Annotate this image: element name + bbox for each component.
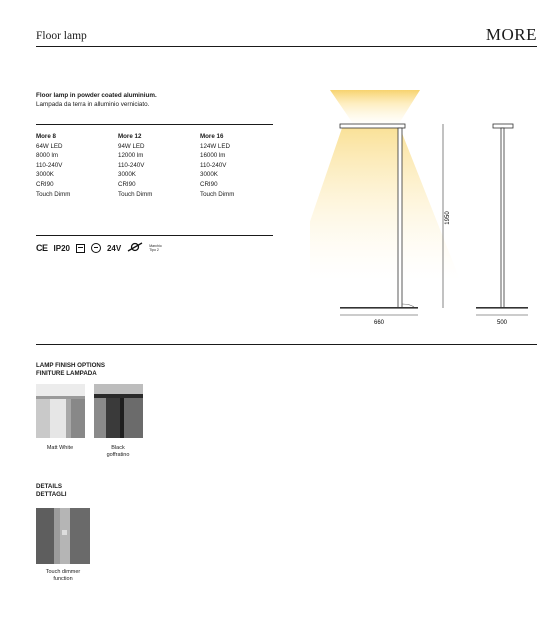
- spec-model: More 12: [118, 133, 142, 140]
- ce-mark-icon: CE: [36, 243, 48, 253]
- description-it: Lampada da terra in alluminio verniciato.: [36, 101, 150, 108]
- detail-caption: Touch dimmer function: [45, 569, 81, 582]
- mark-label-icon: Marchio Tipo 2: [149, 244, 162, 252]
- spec-control: Touch Dimm: [36, 190, 71, 198]
- height-dimension: 1950: [445, 211, 451, 225]
- spec-cct: 3000K: [200, 171, 218, 179]
- section-divider: [36, 344, 537, 345]
- lamp-head-side: [493, 124, 513, 128]
- driver-circle-icon: [91, 243, 101, 253]
- technical-drawing: [310, 90, 545, 330]
- spec-lumen: 8000 lm: [36, 152, 59, 160]
- spec-power: 64W LED: [36, 142, 63, 150]
- finish-swatch-matt-white: [36, 384, 85, 438]
- base-depth-dimension: 500: [496, 320, 508, 326]
- spec-voltage: 110-240V: [200, 161, 227, 169]
- spec-power: 124W LED: [200, 142, 230, 150]
- spec-cri: CRI90: [118, 180, 136, 188]
- specs-bottom-divider: [36, 235, 273, 236]
- detail-image-touch-dimmer: [36, 508, 90, 564]
- product-description: [36, 91, 157, 109]
- lamp-head-front: [340, 124, 405, 128]
- finish-label-black: Black goffratino: [106, 445, 130, 458]
- specs-top-divider: [36, 124, 273, 125]
- spec-column-more-16: [200, 132, 282, 199]
- spec-voltage: 110-240V: [36, 161, 63, 169]
- spec-table: [36, 132, 282, 199]
- spec-control: Touch Dimm: [118, 190, 153, 198]
- light-up-glow: [330, 90, 420, 125]
- lamp-base-side: [476, 307, 528, 309]
- spec-model: More 8: [36, 133, 56, 140]
- details-title: DETAILS DETTAGLI: [36, 483, 67, 498]
- dimmable-icon: [127, 242, 143, 254]
- class-box-icon: [76, 244, 85, 253]
- spec-power: 94W LED: [118, 142, 145, 150]
- spec-column-more-12: [118, 132, 200, 199]
- finish-options-title: LAMP FINISH OPTIONS FINITURE LAMPADA: [36, 362, 105, 377]
- product-brand: MORE: [485, 25, 537, 44]
- lamp-pole-side: [501, 128, 504, 308]
- lamp-pole-front: [398, 128, 402, 308]
- spec-column-more-8: [36, 132, 118, 199]
- ip-rating: IP20: [53, 243, 70, 253]
- page-title: Floor lamp: [36, 30, 87, 42]
- spec-lumen: 16000 lm: [200, 152, 226, 160]
- finish-swatch-black: [94, 384, 143, 438]
- spec-model: More 16: [200, 133, 224, 140]
- finish-label-matt-white: Matt White: [46, 445, 74, 451]
- spec-control: Touch Dimm: [200, 190, 235, 198]
- spec-cri: CRI90: [36, 180, 54, 188]
- header-divider: [36, 46, 537, 47]
- spec-cct: 3000K: [118, 171, 136, 179]
- spec-voltage: 110-240V: [118, 161, 145, 169]
- lamp-base-front: [340, 307, 418, 309]
- certification-row: [36, 242, 162, 254]
- description-en: Floor lamp in powder coated aluminium.: [36, 92, 157, 99]
- base-width-dimension: 660: [373, 320, 385, 326]
- spec-cct: 3000K: [36, 171, 54, 179]
- light-down-glow: [310, 128, 460, 280]
- spec-lumen: 12000 lm: [118, 152, 144, 160]
- spec-cri: CRI90: [200, 180, 218, 188]
- voltage-rating: 24V: [106, 243, 122, 253]
